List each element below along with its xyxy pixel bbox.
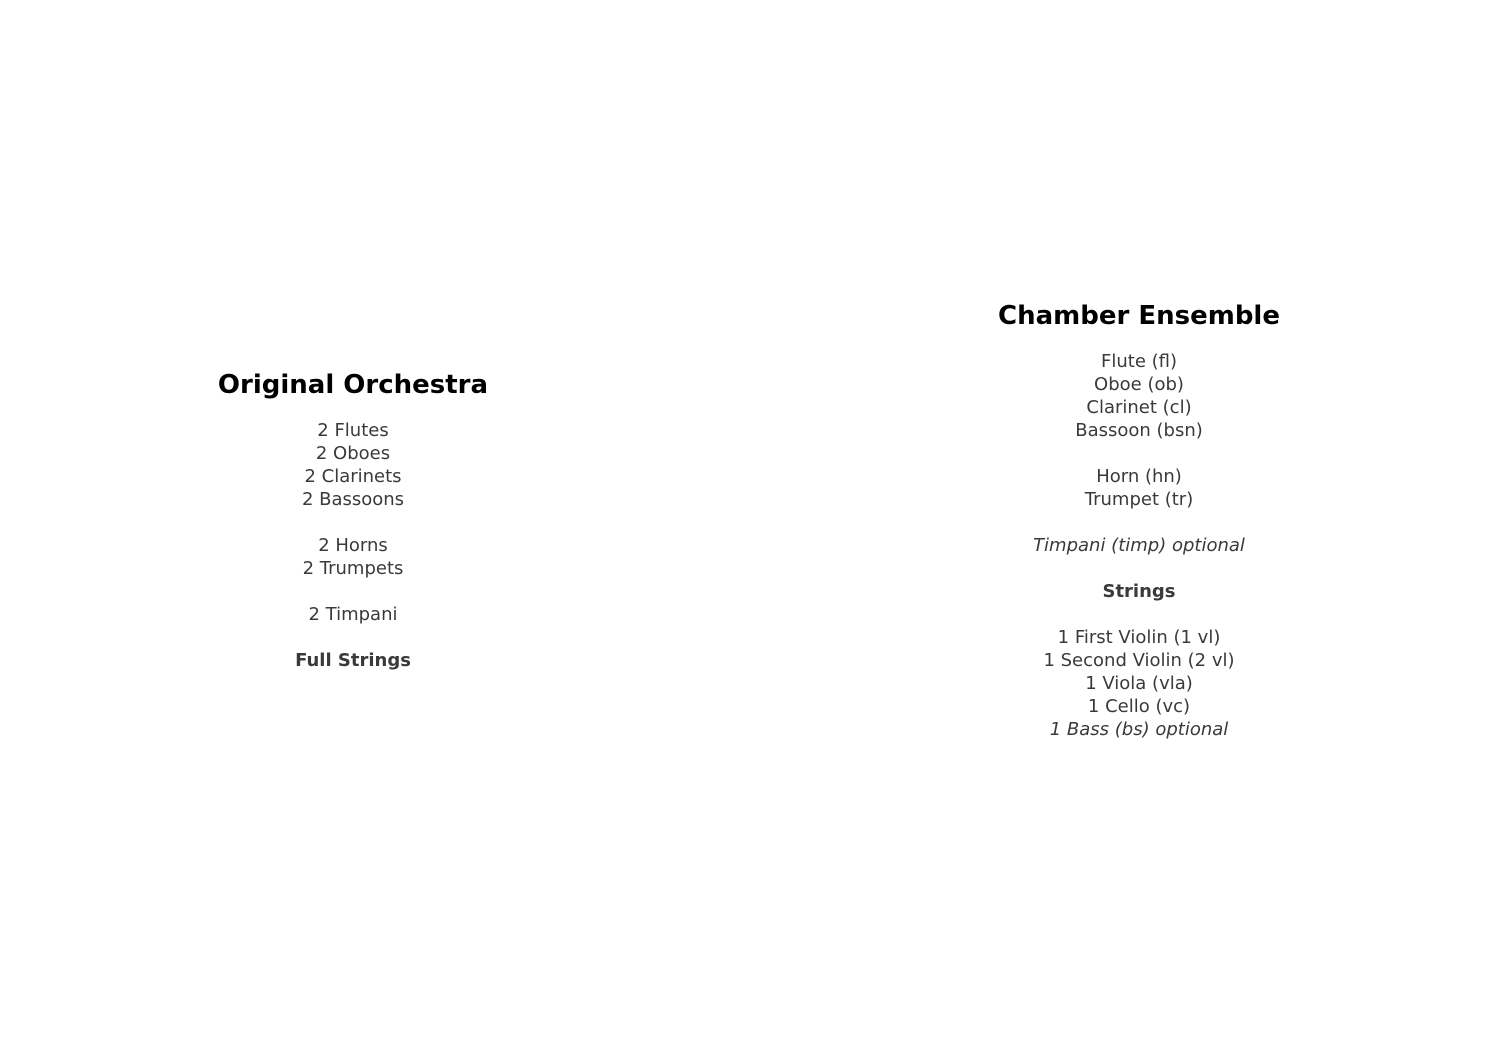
list-item: Trumpet (tr) bbox=[1084, 489, 1194, 510]
original-orchestra-section bbox=[53, 367, 653, 672]
spacer bbox=[839, 511, 1439, 534]
timpani-optional-item: Timpani (timp) optional bbox=[1033, 535, 1245, 556]
spacer bbox=[839, 603, 1439, 626]
list-item: Flute (fl) bbox=[1101, 351, 1177, 372]
list-item: 2 Clarinets bbox=[304, 466, 402, 487]
list-item: 2 Flutes bbox=[317, 420, 389, 441]
list-item: 1 First Violin (1 vl) bbox=[1057, 627, 1221, 648]
spacer bbox=[53, 511, 653, 534]
spacer bbox=[839, 442, 1439, 465]
list-item: Oboe (ob) bbox=[1094, 374, 1184, 395]
chamber-ensemble-title: Chamber Ensemble bbox=[998, 301, 1280, 331]
list-item: 2 Oboes bbox=[315, 443, 391, 464]
chamber-ensemble-list bbox=[839, 350, 1439, 741]
list-item: 1 Viola (vla) bbox=[1085, 673, 1193, 694]
list-item: 2 Bassoons bbox=[301, 489, 405, 510]
list-item: Bassoon (bsn) bbox=[1075, 420, 1203, 441]
list-item: Horn (hn) bbox=[1096, 466, 1182, 487]
spacer bbox=[839, 557, 1439, 580]
chamber-ensemble-section bbox=[839, 298, 1439, 741]
full-strings-label: Full Strings bbox=[295, 650, 411, 671]
list-item: 1 Cello (vc) bbox=[1087, 696, 1191, 717]
original-orchestra-title: Original Orchestra bbox=[217, 370, 489, 400]
list-item: 2 Trumpets bbox=[302, 558, 404, 579]
original-orchestra-list bbox=[53, 419, 653, 672]
bass-optional-item: 1 Bass (bs) optional bbox=[1049, 719, 1229, 740]
list-item: 2 Horns bbox=[318, 535, 388, 556]
list-item: 2 Timpani bbox=[308, 604, 398, 625]
spacer bbox=[53, 580, 653, 603]
list-item: Clarinet (cl) bbox=[1086, 397, 1192, 418]
list-item: 1 Second Violin (2 vl) bbox=[1043, 650, 1235, 671]
strings-heading: Strings bbox=[1102, 581, 1176, 602]
spacer bbox=[53, 626, 653, 649]
